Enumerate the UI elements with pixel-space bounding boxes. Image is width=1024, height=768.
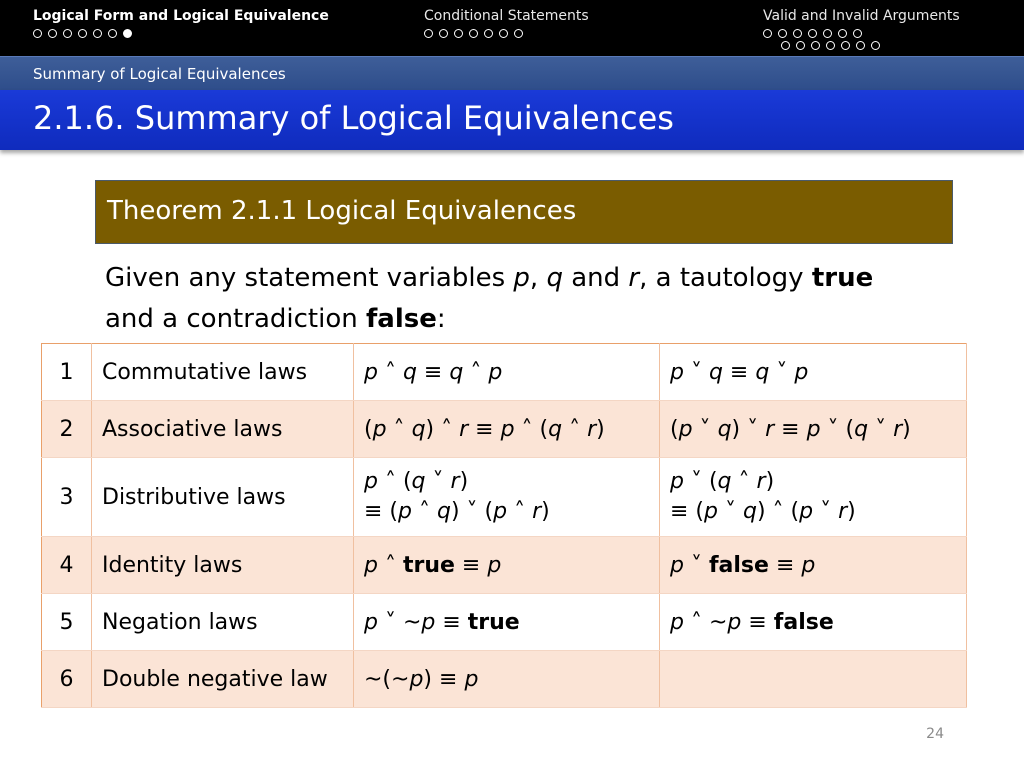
nav-dot[interactable] xyxy=(871,41,880,50)
formula-line: p ˄ ~p ≡ false xyxy=(670,609,834,635)
row-number: 1 xyxy=(42,344,92,401)
nav-dot[interactable] xyxy=(838,29,847,38)
nav-dot-current[interactable] xyxy=(123,29,132,38)
nav-dot[interactable] xyxy=(514,29,523,38)
nav-dot[interactable] xyxy=(78,29,87,38)
theorem-header xyxy=(95,180,953,244)
equivalence-or-form xyxy=(660,651,967,708)
table-row xyxy=(42,651,967,708)
table-row xyxy=(42,344,967,401)
table-row xyxy=(42,458,967,537)
subsection-title[interactable]: Summary of Logical Equivalences xyxy=(33,65,286,83)
intro-text-part: , xyxy=(529,263,547,293)
nav-dot[interactable] xyxy=(826,41,835,50)
equivalence-and-form xyxy=(354,651,660,708)
nav-dot[interactable] xyxy=(63,29,72,38)
nav-section-logical-form[interactable] xyxy=(33,8,329,38)
var-r: r xyxy=(628,263,640,293)
intro-text-part: : xyxy=(436,304,446,334)
formula-line: p ˅ ~p ≡ true xyxy=(364,609,520,635)
nav-section-arguments[interactable] xyxy=(763,8,960,50)
row-number: 4 xyxy=(42,537,92,594)
equivalence-table xyxy=(41,343,967,708)
nav-dot[interactable] xyxy=(763,29,772,38)
var-q: q xyxy=(546,263,563,293)
keyword-true: true xyxy=(811,263,874,293)
row-number: 6 xyxy=(42,651,92,708)
formula-line: p ˅ (q ˄ r) xyxy=(670,469,775,494)
var-p: p xyxy=(513,263,530,293)
law-name: Double negative law xyxy=(92,651,354,708)
equivalence-or-form xyxy=(660,401,967,458)
frame-title: 2.1.6. Summary of Logical Equivalences xyxy=(33,99,674,137)
equivalence-or-form xyxy=(660,344,967,401)
nav-dot[interactable] xyxy=(796,41,805,50)
formula-line: (p ˅ q) ˅ r ≡ p ˅ (q ˅ r) xyxy=(670,416,911,442)
nav-dots xyxy=(781,41,960,50)
table-row xyxy=(42,537,967,594)
equivalence-and-form xyxy=(354,344,660,401)
row-number: 3 xyxy=(42,458,92,537)
intro-text-part: and xyxy=(562,263,629,293)
formula-line: p ˄ (q ˅ r) xyxy=(364,469,469,494)
nav-section-title[interactable]: Conditional Statements xyxy=(424,8,589,24)
nav-dots xyxy=(763,29,960,38)
nav-dot[interactable] xyxy=(424,29,433,38)
law-name: Distributive laws xyxy=(92,458,354,537)
formula-line: ≡ (p ˄ q) ˅ (p ˄ r) xyxy=(364,499,550,524)
subsection-bar xyxy=(0,56,1024,91)
formula-line: ~(~p) ≡ p xyxy=(364,666,479,692)
nav-dot[interactable] xyxy=(811,41,820,50)
intro-text-part: , a tautology xyxy=(639,263,812,293)
formula-line: p ˄ q ≡ q ˄ p xyxy=(364,359,503,385)
law-name: Associative laws xyxy=(92,401,354,458)
equivalence-and-form xyxy=(354,537,660,594)
slide-number: 24 xyxy=(926,726,944,742)
formula-line: p ˅ q ≡ q ˅ p xyxy=(670,359,809,385)
intro-text xyxy=(105,258,965,340)
nav-dot[interactable] xyxy=(808,29,817,38)
nav-dot[interactable] xyxy=(853,29,862,38)
nav-dot[interactable] xyxy=(439,29,448,38)
law-name: Identity laws xyxy=(92,537,354,594)
nav-dot[interactable] xyxy=(469,29,478,38)
nav-dot[interactable] xyxy=(33,29,42,38)
row-number: 5 xyxy=(42,594,92,651)
nav-dot[interactable] xyxy=(93,29,102,38)
equivalence-and-form xyxy=(354,401,660,458)
nav-section-title[interactable]: Logical Form and Logical Equivalence xyxy=(33,8,329,24)
nav-dot[interactable] xyxy=(841,41,850,50)
nav-dot[interactable] xyxy=(484,29,493,38)
nav-dot[interactable] xyxy=(856,41,865,50)
nav-dot[interactable] xyxy=(108,29,117,38)
row-number: 2 xyxy=(42,401,92,458)
nav-dot[interactable] xyxy=(778,29,787,38)
intro-text-part: Given any statement variables xyxy=(105,263,514,293)
nav-dot[interactable] xyxy=(499,29,508,38)
formula-line: p ˅ false ≡ p xyxy=(670,552,816,578)
formula-line: p ˄ true ≡ p xyxy=(364,552,502,578)
nav-dots xyxy=(33,29,329,38)
nav-dot[interactable] xyxy=(454,29,463,38)
nav-section-title[interactable]: Valid and Invalid Arguments xyxy=(763,8,960,24)
nav-section-conditional[interactable] xyxy=(424,8,589,38)
nav-dots xyxy=(424,29,589,38)
equivalence-or-form xyxy=(660,594,967,651)
frame-title-bar xyxy=(0,90,1024,150)
theorem-title: Theorem 2.1.1 Logical Equivalences xyxy=(107,196,577,226)
keyword-false: false xyxy=(365,304,437,334)
law-name: Negation laws xyxy=(92,594,354,651)
law-name: Commutative laws xyxy=(92,344,354,401)
formula-line: ≡ (p ˅ q) ˄ (p ˅ r) xyxy=(670,499,856,524)
nav-dot[interactable] xyxy=(793,29,802,38)
equivalence-or-form xyxy=(660,458,967,537)
formula-line: (p ˄ q) ˄ r ≡ p ˄ (q ˄ r) xyxy=(364,416,605,442)
equivalence-and-form xyxy=(354,594,660,651)
nav-dot[interactable] xyxy=(48,29,57,38)
equivalence-and-form xyxy=(354,458,660,537)
intro-text-part: and a contradiction xyxy=(105,304,366,334)
equivalence-or-form xyxy=(660,537,967,594)
nav-dot[interactable] xyxy=(823,29,832,38)
table-row xyxy=(42,401,967,458)
nav-dot[interactable] xyxy=(781,41,790,50)
table-row xyxy=(42,594,967,651)
navigation-bar xyxy=(0,0,1024,56)
